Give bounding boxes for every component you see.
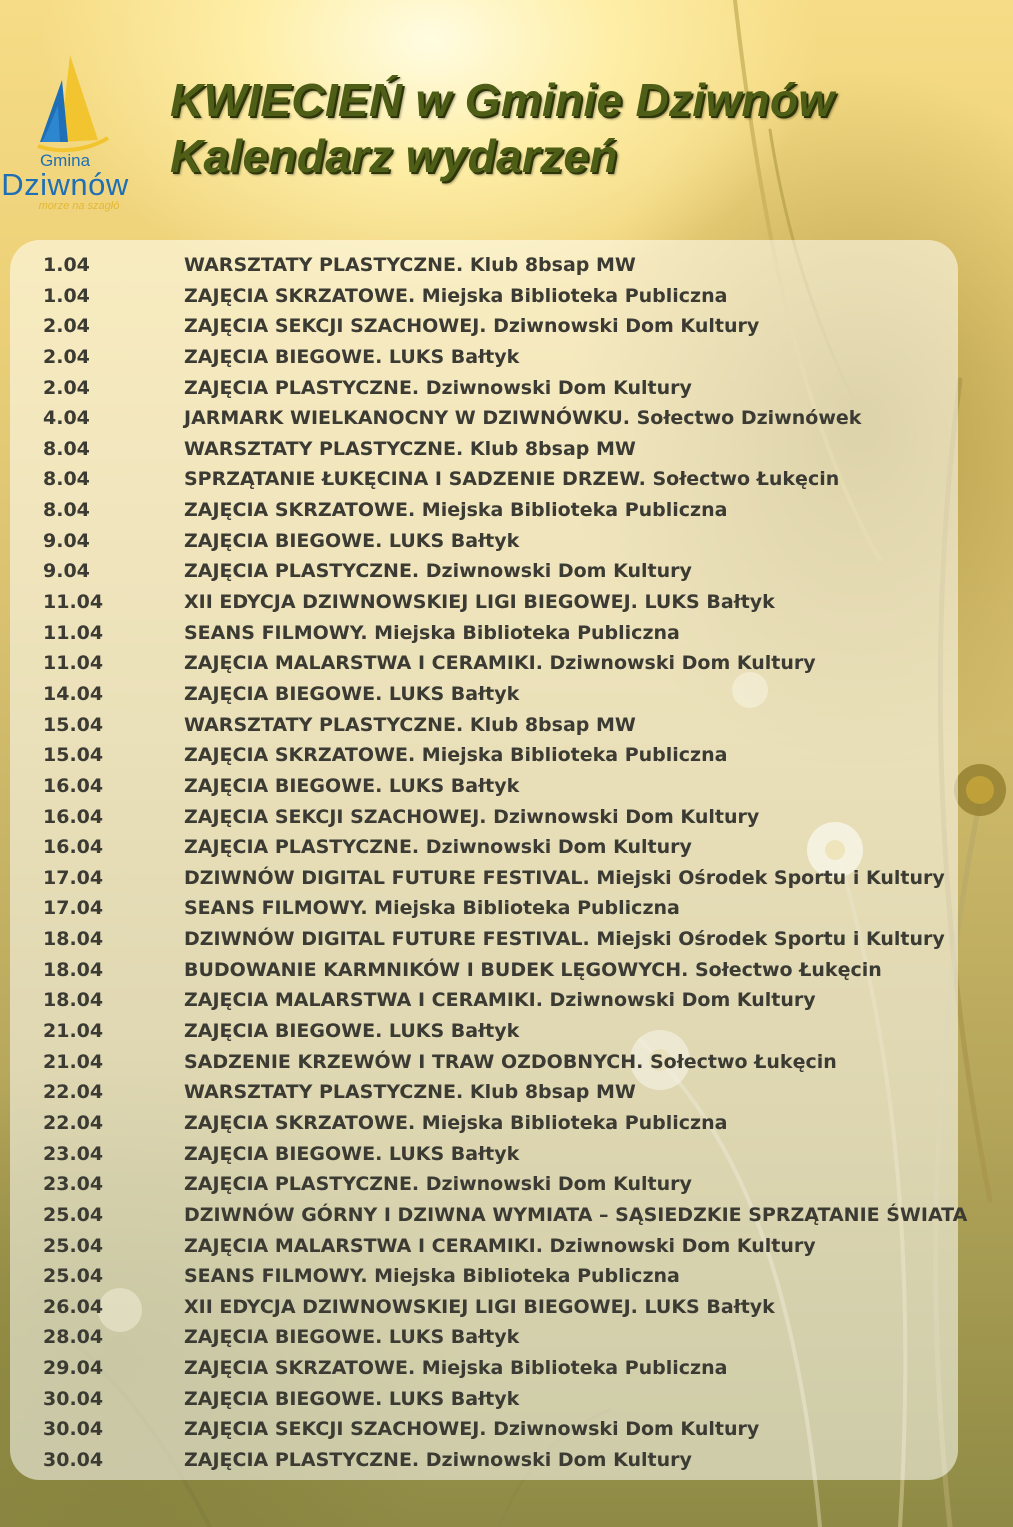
event-row bbox=[0, 802, 1013, 833]
event-description: SEANS FILMOWY. Miejska Biblioteka Publiczna bbox=[184, 1265, 680, 1288]
logo-name-label: Dziwnów bbox=[1, 167, 129, 202]
event-row bbox=[0, 495, 1013, 526]
event-row bbox=[0, 679, 1013, 710]
event-description: SEANS FILMOWY. Miejska Biblioteka Publiczna bbox=[184, 621, 680, 644]
event-description: WARSZTATY PLASTYCZNE. Klub 8bsap MW bbox=[184, 254, 636, 276]
event-date: 17.04 bbox=[43, 866, 104, 889]
event-row bbox=[0, 1231, 1013, 1262]
event-row bbox=[0, 1445, 1013, 1476]
event-date: 15.04 bbox=[43, 744, 104, 767]
events-list bbox=[0, 250, 1013, 1476]
event-row bbox=[0, 434, 1013, 465]
event-row bbox=[0, 1077, 1013, 1108]
event-date: 16.04 bbox=[43, 836, 104, 859]
event-date: 21.04 bbox=[43, 1050, 104, 1073]
event-description: ZAJĘCIA BIEGOWE. LUKS Bałtyk bbox=[184, 1142, 520, 1165]
event-date: 2.04 bbox=[43, 376, 90, 399]
event-date: 4.04 bbox=[43, 407, 90, 430]
event-date: 2.04 bbox=[43, 315, 90, 338]
title-line-1: KWIECIEŃ w Gminie Dziwnów bbox=[170, 74, 835, 126]
event-row bbox=[0, 250, 1013, 281]
event-description: ZAJĘCIA BIEGOWE. LUKS Bałtyk bbox=[184, 529, 520, 552]
event-row bbox=[0, 832, 1013, 863]
event-row bbox=[0, 281, 1013, 312]
event-description: ZAJĘCIA PLASTYCZNE. Dziwnowski Dom Kultury bbox=[184, 836, 692, 859]
event-row bbox=[0, 710, 1013, 741]
event-date: 15.04 bbox=[43, 713, 104, 736]
event-date: 9.04 bbox=[43, 529, 90, 552]
event-date: 16.04 bbox=[43, 805, 104, 828]
event-row bbox=[0, 618, 1013, 649]
event-row bbox=[0, 1108, 1013, 1139]
event-row bbox=[0, 1047, 1013, 1078]
event-description: ZAJĘCIA BIEGOWE. LUKS Bałtyk bbox=[184, 774, 520, 797]
event-row bbox=[0, 1322, 1013, 1353]
event-description: BUDOWANIE KARMNIKÓW I BUDEK LĘGOWYCH. Sołectwo Łukęcin bbox=[184, 958, 882, 981]
event-date: 8.04 bbox=[43, 499, 90, 522]
event-description: ZAJĘCIA PLASTYCZNE. Dziwnowski Dom Kultury bbox=[184, 376, 692, 399]
event-date: 17.04 bbox=[43, 897, 104, 920]
event-row bbox=[0, 1353, 1013, 1384]
event-date: 1.04 bbox=[43, 284, 90, 307]
event-date: 14.04 bbox=[43, 682, 104, 705]
event-date: 11.04 bbox=[43, 621, 104, 644]
event-description: ZAJĘCIA BIEGOWE. LUKS Bałtyk bbox=[184, 345, 520, 368]
event-date: 11.04 bbox=[43, 652, 104, 675]
event-description: DZIWNÓW GÓRNY I DZIWNA WYMIATA – SĄSIEDZKIE SPRZĄTANIE ŚWIATA bbox=[184, 1203, 968, 1226]
event-row bbox=[0, 373, 1013, 404]
event-description: ZAJĘCIA BIEGOWE. LUKS Bałtyk bbox=[184, 1326, 520, 1349]
event-row bbox=[0, 587, 1013, 618]
event-description: ZAJĘCIA PLASTYCZNE. Dziwnowski Dom Kultury bbox=[184, 1173, 692, 1196]
event-description: ZAJĘCIA BIEGOWE. LUKS Bałtyk bbox=[184, 682, 520, 705]
event-description: ZAJĘCIA SKRZATOWE. Miejska Biblioteka Publiczna bbox=[184, 1357, 728, 1380]
event-description: SPRZĄTANIE ŁUKĘCINA I SADZENIE DRZEW. Sołectwo Łukęcin bbox=[184, 468, 840, 491]
event-row bbox=[0, 1169, 1013, 1200]
event-description: SADZENIE KRZEWÓW I TRAW OZDOBNYCH. Sołectwo Łukęcin bbox=[184, 1050, 837, 1073]
event-date: 11.04 bbox=[43, 591, 104, 614]
event-date: 30.04 bbox=[43, 1448, 104, 1471]
event-date: 22.04 bbox=[43, 1111, 104, 1134]
event-description: JARMARK WIELKANOCNY W DZIWNÓWKU. Sołectwo Dziwnówek bbox=[184, 407, 862, 430]
event-row bbox=[0, 556, 1013, 587]
event-row bbox=[0, 893, 1013, 924]
event-row bbox=[0, 740, 1013, 771]
event-description: ZAJĘCIA BIEGOWE. LUKS Bałtyk bbox=[184, 1020, 520, 1043]
event-date: 18.04 bbox=[43, 928, 104, 951]
logo-tagline: morze na szagłó bbox=[38, 200, 120, 212]
event-description: ZAJĘCIA SEKCJI SZACHOWEJ. Dziwnowski Dom Kultury bbox=[184, 315, 760, 338]
event-row bbox=[0, 464, 1013, 495]
event-row bbox=[0, 648, 1013, 679]
event-row bbox=[0, 1016, 1013, 1047]
event-row bbox=[0, 526, 1013, 557]
event-description: ZAJĘCIA MALARSTWA I CERAMIKI. Dziwnowski Dom Kultury bbox=[184, 989, 816, 1012]
event-description: ZAJĘCIA BIEGOWE. LUKS Bałtyk bbox=[184, 1387, 520, 1410]
event-description: WARSZTATY PLASTYCZNE. Klub 8bsap MW bbox=[184, 1081, 636, 1104]
event-date: 30.04 bbox=[43, 1387, 104, 1410]
page-title bbox=[170, 72, 834, 184]
event-date: 2.04 bbox=[43, 345, 90, 368]
event-row bbox=[0, 342, 1013, 373]
event-date: 8.04 bbox=[43, 437, 90, 460]
event-row bbox=[0, 311, 1013, 342]
event-date: 28.04 bbox=[43, 1326, 104, 1349]
event-date: 22.04 bbox=[43, 1081, 104, 1104]
event-description: ZAJĘCIA PLASTYCZNE. Dziwnowski Dom Kultury bbox=[184, 1448, 692, 1471]
event-row bbox=[0, 1200, 1013, 1231]
event-description: DZIWNÓW DIGITAL FUTURE FESTIVAL. Miejski Ośrodek Sportu i Kultury bbox=[184, 928, 945, 951]
event-description: WARSZTATY PLASTYCZNE. Klub 8bsap MW bbox=[184, 713, 636, 736]
logo-gmina-label: Gmina bbox=[39, 151, 91, 170]
event-description: XII EDYCJA DZIWNOWSKIEJ LIGI BIEGOWEJ. LUKS Bałtyk bbox=[184, 1295, 775, 1318]
event-date: 25.04 bbox=[43, 1203, 104, 1226]
event-date: 21.04 bbox=[43, 1020, 104, 1043]
event-date: 16.04 bbox=[43, 774, 104, 797]
event-description: ZAJĘCIA SKRZATOWE. Miejska Biblioteka Publiczna bbox=[184, 284, 728, 307]
event-date: 25.04 bbox=[43, 1265, 104, 1288]
event-row bbox=[0, 1414, 1013, 1445]
event-row bbox=[0, 924, 1013, 955]
event-date: 23.04 bbox=[43, 1173, 104, 1196]
event-description: ZAJĘCIA SKRZATOWE. Miejska Biblioteka Publiczna bbox=[184, 1111, 728, 1134]
event-description: DZIWNÓW DIGITAL FUTURE FESTIVAL. Miejski Ośrodek Sportu i Kultury bbox=[184, 866, 945, 889]
event-description: WARSZTATY PLASTYCZNE. Klub 8bsap MW bbox=[184, 437, 636, 460]
event-date: 30.04 bbox=[43, 1418, 104, 1441]
event-row bbox=[0, 1139, 1013, 1170]
event-date: 18.04 bbox=[43, 958, 104, 981]
title-line-2: Kalendarz wydarzeń bbox=[170, 130, 618, 182]
event-date: 29.04 bbox=[43, 1357, 104, 1380]
event-date: 8.04 bbox=[43, 468, 90, 491]
event-row bbox=[0, 1384, 1013, 1415]
event-row bbox=[0, 1292, 1013, 1323]
event-date: 23.04 bbox=[43, 1142, 104, 1165]
event-row bbox=[0, 1261, 1013, 1292]
event-date: 1.04 bbox=[43, 254, 90, 276]
event-row bbox=[0, 955, 1013, 986]
event-description: ZAJĘCIA SKRZATOWE. Miejska Biblioteka Publiczna bbox=[184, 499, 728, 522]
event-row bbox=[0, 863, 1013, 894]
event-date: 9.04 bbox=[43, 560, 90, 583]
event-description: ZAJĘCIA SEKCJI SZACHOWEJ. Dziwnowski Dom Kultury bbox=[184, 1418, 760, 1441]
event-description: ZAJĘCIA SEKCJI SZACHOWEJ. Dziwnowski Dom Kultury bbox=[184, 805, 760, 828]
event-row bbox=[0, 985, 1013, 1016]
event-row bbox=[0, 771, 1013, 802]
event-description: ZAJĘCIA SKRZATOWE. Miejska Biblioteka Publiczna bbox=[184, 744, 728, 767]
event-date: 25.04 bbox=[43, 1234, 104, 1257]
event-row bbox=[0, 403, 1013, 434]
event-date: 18.04 bbox=[43, 989, 104, 1012]
event-description: ZAJĘCIA PLASTYCZNE. Dziwnowski Dom Kultury bbox=[184, 560, 692, 583]
logo-text bbox=[0, 152, 130, 212]
event-date: 26.04 bbox=[43, 1295, 104, 1318]
event-description: ZAJĘCIA MALARSTWA I CERAMIKI. Dziwnowski Dom Kultury bbox=[184, 652, 816, 675]
event-description: XII EDYCJA DZIWNOWSKIEJ LIGI BIEGOWEJ. LUKS Bałtyk bbox=[184, 591, 775, 614]
event-description: ZAJĘCIA MALARSTWA I CERAMIKI. Dziwnowski Dom Kultury bbox=[184, 1234, 816, 1257]
event-description: SEANS FILMOWY. Miejska Biblioteka Publiczna bbox=[184, 897, 680, 920]
